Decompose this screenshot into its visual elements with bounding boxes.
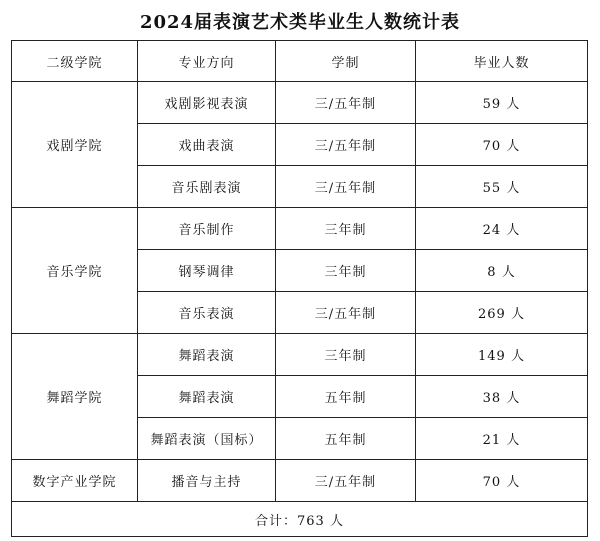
table-row — [12, 208, 588, 250]
header-college: 二级学院 — [12, 41, 138, 82]
college-cell: 音乐学院 — [12, 208, 138, 334]
duration-cell: 三年制 — [276, 208, 416, 250]
header-graduates: 毕业人数 — [416, 41, 588, 82]
duration-cell: 三/五年制 — [276, 124, 416, 166]
major-cell: 舞蹈表演 — [138, 334, 276, 376]
major-cell: 音乐表演 — [138, 292, 276, 334]
graduates-cell: 70 人 — [416, 124, 588, 166]
duration-cell: 三/五年制 — [276, 166, 416, 208]
duration-cell: 三年制 — [276, 250, 416, 292]
header-row — [12, 41, 588, 82]
table-row — [12, 82, 588, 124]
major-cell: 舞蹈表演 — [138, 376, 276, 418]
table-row — [12, 334, 588, 376]
major-cell: 播音与主持 — [138, 460, 276, 502]
major-cell: 音乐制作 — [138, 208, 276, 250]
graduates-cell: 149 人 — [416, 334, 588, 376]
major-cell: 戏曲表演 — [138, 124, 276, 166]
table-title: 2024届表演艺术类毕业生人数统计表 — [139, 12, 461, 33]
table-row — [12, 460, 588, 502]
major-cell: 戏剧影视表演 — [138, 82, 276, 124]
major-cell: 舞蹈表演（国标） — [138, 418, 276, 460]
graduates-cell: 24 人 — [416, 208, 588, 250]
college-cell: 舞蹈学院 — [12, 334, 138, 460]
graduates-cell: 70 人 — [416, 460, 588, 502]
graduates-cell: 55 人 — [416, 166, 588, 208]
college-cell: 数字产业学院 — [12, 460, 138, 502]
graduates-cell: 21 人 — [416, 418, 588, 460]
total-row — [12, 502, 588, 537]
graduates-cell: 38 人 — [416, 376, 588, 418]
graduates-cell: 8 人 — [416, 250, 588, 292]
major-cell: 音乐剧表演 — [138, 166, 276, 208]
graduate-statistics-table — [11, 40, 588, 537]
duration-cell: 三/五年制 — [276, 460, 416, 502]
duration-cell: 五年制 — [276, 418, 416, 460]
college-cell: 戏剧学院 — [12, 82, 138, 208]
duration-cell: 三年制 — [276, 334, 416, 376]
header-duration: 学制 — [276, 41, 416, 82]
total-cell: 合计：763 人 — [12, 502, 588, 537]
header-major: 专业方向 — [138, 41, 276, 82]
duration-cell: 三/五年制 — [276, 292, 416, 334]
duration-cell: 三/五年制 — [276, 82, 416, 124]
graduates-cell: 269 人 — [416, 292, 588, 334]
major-cell: 钢琴调律 — [138, 250, 276, 292]
duration-cell: 五年制 — [276, 376, 416, 418]
graduates-cell: 59 人 — [416, 82, 588, 124]
